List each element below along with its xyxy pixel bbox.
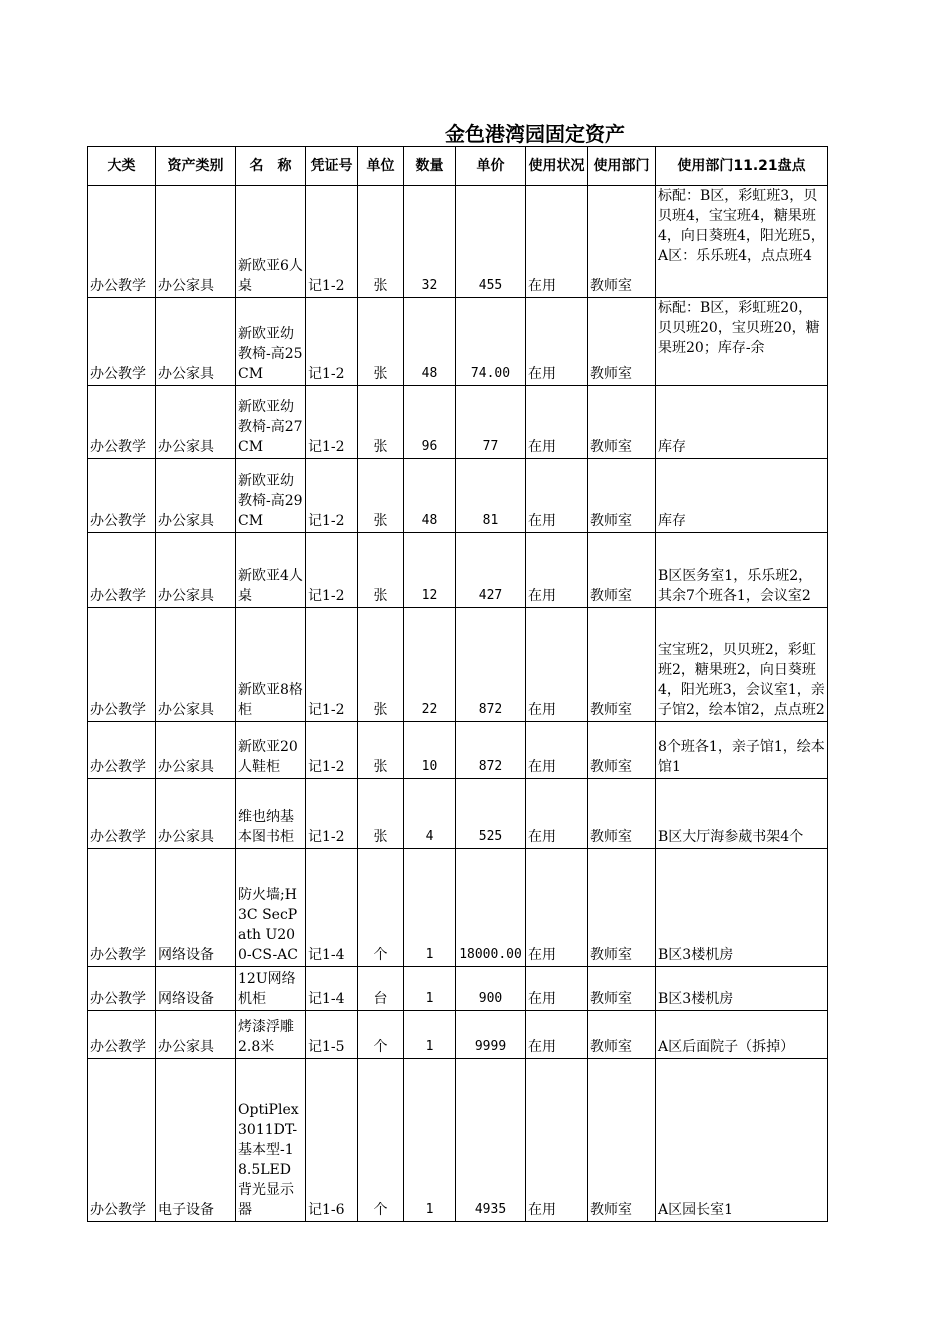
cell-price: 77 (456, 386, 526, 459)
cell-voucher: 记1-2 (306, 186, 358, 298)
cell-name: 新欧亚幼教椅-高29CM (236, 459, 306, 533)
cell-note: A区园长室1 (656, 1059, 828, 1222)
cell-voucher: 记1-5 (306, 1011, 358, 1059)
cell-name: 新欧亚20人鞋柜 (236, 722, 306, 779)
cell-note: 标配：B区，彩虹班3，贝贝班4，宝宝班4，糖果班4，向日葵班4，阳光班5，A区：乐乐班4，点点班4 (656, 186, 828, 298)
cell-note: 8个班各1，亲子馆1，绘本馆1 (656, 722, 828, 779)
cell-category: 办公教学 (88, 459, 156, 533)
cell-qty: 32 (404, 186, 456, 298)
cell-qty: 48 (404, 298, 456, 386)
cell-category: 办公教学 (88, 967, 156, 1011)
header-dept: 使用部门 (588, 147, 656, 186)
cell-type: 办公家具 (156, 386, 236, 459)
cell-note: 库存 (656, 386, 828, 459)
cell-category: 办公教学 (88, 386, 156, 459)
table-row (88, 1011, 828, 1059)
cell-qty: 96 (404, 386, 456, 459)
cell-dept: 教师室 (588, 386, 656, 459)
cell-name: 维也纳基本图书柜 (236, 779, 306, 849)
cell-status: 在用 (526, 186, 588, 298)
cell-note: A区后面院子（拆掉） (656, 1011, 828, 1059)
cell-category: 办公教学 (88, 1059, 156, 1222)
cell-unit: 个 (358, 1059, 404, 1222)
cell-dept: 教师室 (588, 1059, 656, 1222)
header-status: 使用状况 (526, 147, 588, 186)
header-unit: 单位 (358, 147, 404, 186)
header-name: 名 称 (236, 147, 306, 186)
cell-name: 新欧亚8格柜 (236, 608, 306, 722)
cell-note: B区3楼机房 (656, 849, 828, 967)
cell-unit: 张 (358, 386, 404, 459)
cell-dept: 教师室 (588, 849, 656, 967)
cell-category: 办公教学 (88, 186, 156, 298)
cell-unit: 张 (358, 533, 404, 608)
cell-category: 办公教学 (88, 298, 156, 386)
cell-category: 办公教学 (88, 608, 156, 722)
cell-dept: 教师室 (588, 459, 656, 533)
cell-status: 在用 (526, 779, 588, 849)
cell-price: 872 (456, 608, 526, 722)
cell-note: B区3楼机房 (656, 967, 828, 1011)
header-price: 单价 (456, 147, 526, 186)
cell-price: 4935 (456, 1059, 526, 1222)
cell-dept: 教师室 (588, 186, 656, 298)
table-header-row (88, 147, 828, 186)
cell-voucher: 记1-2 (306, 298, 358, 386)
cell-status: 在用 (526, 1011, 588, 1059)
cell-voucher: 记1-2 (306, 779, 358, 849)
table-row (88, 722, 828, 779)
table-row (88, 608, 828, 722)
cell-type: 办公家具 (156, 533, 236, 608)
cell-type: 网络设备 (156, 967, 236, 1011)
cell-voucher: 记1-2 (306, 722, 358, 779)
cell-price: 872 (456, 722, 526, 779)
cell-type: 办公家具 (156, 779, 236, 849)
table-row (88, 459, 828, 533)
cell-dept: 教师室 (588, 722, 656, 779)
cell-name: 烤漆浮雕2.8米 (236, 1011, 306, 1059)
table-row (88, 779, 828, 849)
cell-category: 办公教学 (88, 533, 156, 608)
cell-qty: 4 (404, 779, 456, 849)
cell-unit: 个 (358, 849, 404, 967)
cell-voucher: 记1-2 (306, 533, 358, 608)
cell-unit: 张 (358, 722, 404, 779)
cell-voucher: 记1-2 (306, 459, 358, 533)
page-title: 金色港湾园固定资产 (445, 122, 625, 146)
cell-name: 12U网络机柜 (236, 967, 306, 1011)
cell-note: 标配：B区，彩虹班20，贝贝班20，宝贝班20，糖果班20；库存-余 (656, 298, 828, 386)
cell-type: 办公家具 (156, 186, 236, 298)
cell-status: 在用 (526, 967, 588, 1011)
cell-dept: 教师室 (588, 608, 656, 722)
cell-type: 办公家具 (156, 298, 236, 386)
cell-voucher: 记1-4 (306, 967, 358, 1011)
cell-qty: 1 (404, 1011, 456, 1059)
cell-name: 防火墙;H3C SecPath U200-CS-AC (236, 849, 306, 967)
cell-unit: 张 (358, 608, 404, 722)
cell-dept: 教师室 (588, 533, 656, 608)
table-row (88, 1059, 828, 1222)
cell-name: 新欧亚6人桌 (236, 186, 306, 298)
cell-unit: 个 (358, 1011, 404, 1059)
cell-status: 在用 (526, 298, 588, 386)
cell-status: 在用 (526, 533, 588, 608)
header-category: 大类 (88, 147, 156, 186)
cell-type: 办公家具 (156, 1011, 236, 1059)
cell-type: 办公家具 (156, 608, 236, 722)
asset-table (87, 146, 828, 1222)
cell-voucher: 记1-2 (306, 608, 358, 722)
cell-price: 81 (456, 459, 526, 533)
table-row (88, 386, 828, 459)
header-note: 使用部门11.21盘点 (656, 147, 828, 186)
cell-note: B区大厅海参葳书架4个 (656, 779, 828, 849)
cell-category: 办公教学 (88, 779, 156, 849)
cell-price: 9999 (456, 1011, 526, 1059)
cell-name: 新欧亚4人桌 (236, 533, 306, 608)
cell-type: 办公家具 (156, 459, 236, 533)
cell-qty: 12 (404, 533, 456, 608)
cell-category: 办公教学 (88, 722, 156, 779)
cell-dept: 教师室 (588, 779, 656, 849)
cell-dept: 教师室 (588, 1011, 656, 1059)
table-row (88, 849, 828, 967)
cell-category: 办公教学 (88, 849, 156, 967)
cell-unit: 张 (358, 779, 404, 849)
cell-type: 电子设备 (156, 1059, 236, 1222)
cell-unit: 张 (358, 186, 404, 298)
cell-qty: 1 (404, 849, 456, 967)
cell-name: 新欧亚幼教椅-高27CM (236, 386, 306, 459)
table-row (88, 967, 828, 1011)
cell-price: 900 (456, 967, 526, 1011)
cell-note: 宝宝班2，贝贝班2，彩虹班2，糖果班2，向日葵班4，阳光班3，会议室1，亲子馆2，绘本馆2，点点班2 (656, 608, 828, 722)
table-row (88, 186, 828, 298)
cell-qty: 48 (404, 459, 456, 533)
cell-name: 新欧亚幼教椅-高25CM (236, 298, 306, 386)
cell-status: 在用 (526, 459, 588, 533)
cell-dept: 教师室 (588, 967, 656, 1011)
header-voucher: 凭证号 (306, 147, 358, 186)
cell-voucher: 记1-2 (306, 386, 358, 459)
cell-price: 74.00 (456, 298, 526, 386)
cell-note: 库存 (656, 459, 828, 533)
cell-note: B区医务室1，乐乐班2，其余7个班各1，会议室2 (656, 533, 828, 608)
table-row (88, 533, 828, 608)
cell-status: 在用 (526, 1059, 588, 1222)
cell-voucher: 记1-6 (306, 1059, 358, 1222)
cell-qty: 10 (404, 722, 456, 779)
cell-price: 427 (456, 533, 526, 608)
cell-unit: 张 (358, 298, 404, 386)
cell-voucher: 记1-4 (306, 849, 358, 967)
cell-qty: 22 (404, 608, 456, 722)
cell-name: OptiPlex 3011DT-基本型-18.5LED背光显示器 (236, 1059, 306, 1222)
cell-qty: 1 (404, 1059, 456, 1222)
cell-status: 在用 (526, 849, 588, 967)
cell-type: 网络设备 (156, 849, 236, 967)
header-qty: 数量 (404, 147, 456, 186)
header-type: 资产类别 (156, 147, 236, 186)
cell-category: 办公教学 (88, 1011, 156, 1059)
cell-status: 在用 (526, 386, 588, 459)
cell-price: 525 (456, 779, 526, 849)
cell-price: 455 (456, 186, 526, 298)
cell-price: 18000.00 (456, 849, 526, 967)
cell-status: 在用 (526, 608, 588, 722)
cell-type: 办公家具 (156, 722, 236, 779)
table-row (88, 298, 828, 386)
cell-status: 在用 (526, 722, 588, 779)
cell-unit: 张 (358, 459, 404, 533)
cell-dept: 教师室 (588, 298, 656, 386)
cell-qty: 1 (404, 967, 456, 1011)
cell-unit: 台 (358, 967, 404, 1011)
